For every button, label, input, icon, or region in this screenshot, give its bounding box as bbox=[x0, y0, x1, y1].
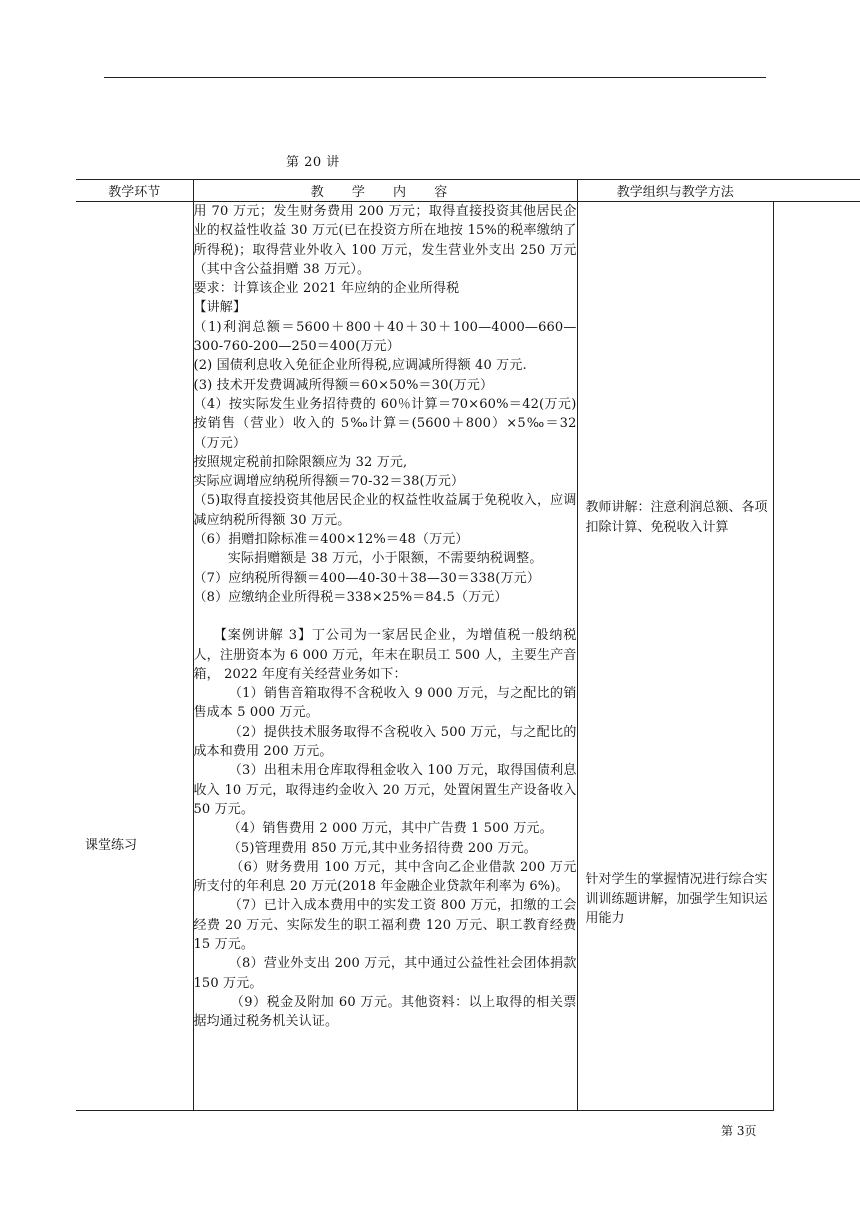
content-line: （1)利润总额＝5600＋800＋40＋30＋100—4000—660—300-760-200—250＝400(万元） bbox=[193, 319, 577, 355]
content-line: （4）按实际发生业务招待费的 60％计算＝70×60%＝42(万元) 按销售（营业）收入的 5‰计算＝(5600＋800）×5‰＝32（万元） bbox=[193, 396, 581, 451]
content-line: （5)管理费用 850 万元,其中业务招待费 200 万元。 bbox=[193, 840, 537, 856]
page-number: 第 3页 bbox=[721, 1124, 757, 1138]
content-line: （7）应纳税所得额＝400—40-30＋38—30＝338(万元） bbox=[193, 570, 540, 586]
content-blank-line bbox=[194, 607, 577, 626]
content-line: (2) 国债利息收入免征企业所得税,应调减所得额 40 万元. bbox=[193, 358, 527, 374]
lecture-title: 第 20 讲 bbox=[286, 155, 340, 170]
content-line: 【讲解】 bbox=[193, 300, 247, 316]
table-header-row bbox=[76, 180, 860, 202]
content-line: （4）销售费用 2 000 万元，其中广告费 1 500 万元。 bbox=[193, 821, 553, 837]
content-line: 【案例讲解 3】丁公司为一家居民企业，为增值税一般纳税人，注册资本为 6 000 万元，年末在职员工 500 人，主要生产音箱， 2022 年度有关经营业务如下： bbox=[193, 628, 577, 682]
content-line: （3）出租未用仓库取得租金收入 100 万元，取得国债利息收入 10 万元，取得违约金收入 20 万元，处置闲置生产设备收入 50 万元。 bbox=[193, 763, 581, 817]
content-cell bbox=[193, 202, 581, 1111]
header-spacer bbox=[773, 180, 860, 202]
header-rule bbox=[104, 77, 766, 78]
header-stage: 教学环节 bbox=[76, 180, 193, 202]
content-line: 实际应调增应纳税所得额＝70-32＝38(万元） bbox=[193, 474, 465, 490]
content-line: （9）税金及附加 60 万元。其他资料：以上取得的相关票据均通过税务机关认证。 bbox=[193, 994, 577, 1030]
method-note-practice: 针对学生的掌握情况进行综合实训训练题讲解，加强学生知识运用能力 bbox=[585, 872, 768, 926]
spacer-cell bbox=[773, 202, 860, 1111]
content-line: （8）应缴纳企业所得税＝338×25%＝84.5（万元） bbox=[193, 589, 508, 605]
content-line: （6）捐赠扣除标准＝400×12%＝48（万元） bbox=[193, 532, 469, 548]
content-line: （5)取得直接投资其他居民企业的权益性收益属于免税收入，应调减应纳税所得额 30 万元。 bbox=[193, 493, 577, 528]
content-line: （1）销售音箱取得不含税收入 9 000 万元，与之配比的销售成本 5 000 万元。 bbox=[193, 686, 577, 721]
content-line: 按照规定税前扣除限额应为 32 万元, bbox=[193, 454, 408, 470]
stage-cell bbox=[76, 202, 193, 1111]
content-line: 实际捐赠额是 38 万元，小于限额，不需要纳税调整。 bbox=[193, 551, 543, 567]
method-cell bbox=[577, 202, 773, 1111]
header-method: 教学组织与教学方法 bbox=[577, 180, 773, 202]
content-line: 要求：计算该企业 2021 年应纳的企业所得税 bbox=[193, 281, 460, 297]
content-line: （6）财务费用 100 万元，其中含向乙企业借款 200 万元所支付的年利息 20 万元(2018 年金融企业贷款年利率为 6%)。 bbox=[193, 859, 577, 895]
table-body-row bbox=[76, 202, 860, 1111]
content-line: 用 70 万元；发生财务费用 200 万元；取得直接投资其他居民企业的权益性收益 30 万元(已在投资方所在地按 15%的税率缴纳了所得税)；取得营业外收入 100 万元，发生营业外支出 250 万元（其中含公益捐赠 38 万元）。 bbox=[193, 204, 577, 277]
method-note-lecture: 教师讲解：注意利润总额、各项扣除计算、免税收入计算 bbox=[585, 500, 768, 535]
stage-label: 课堂练习 bbox=[85, 838, 138, 853]
lesson-plan-table bbox=[76, 179, 860, 1111]
content-line: （7）已计入成本费用中的实发工资 800 万元，扣缴的工会经费 20 万元、实际发生的职工福利费 120 万元、职工教育经费 15 万元。 bbox=[193, 898, 581, 952]
header-content: 教 学 内 容 bbox=[193, 180, 577, 202]
content-line: （2）提供技术服务取得不含税收入 500 万元，与之配比的成本和费用 200 万元。 bbox=[193, 724, 577, 760]
content-line: (3) 技术开发费调减所得额＝60×50%＝30(万元） bbox=[193, 377, 494, 393]
content-line: （8）营业外支出 200 万元，其中通过公益性社会团体捐款 150 万元。 bbox=[193, 956, 581, 991]
